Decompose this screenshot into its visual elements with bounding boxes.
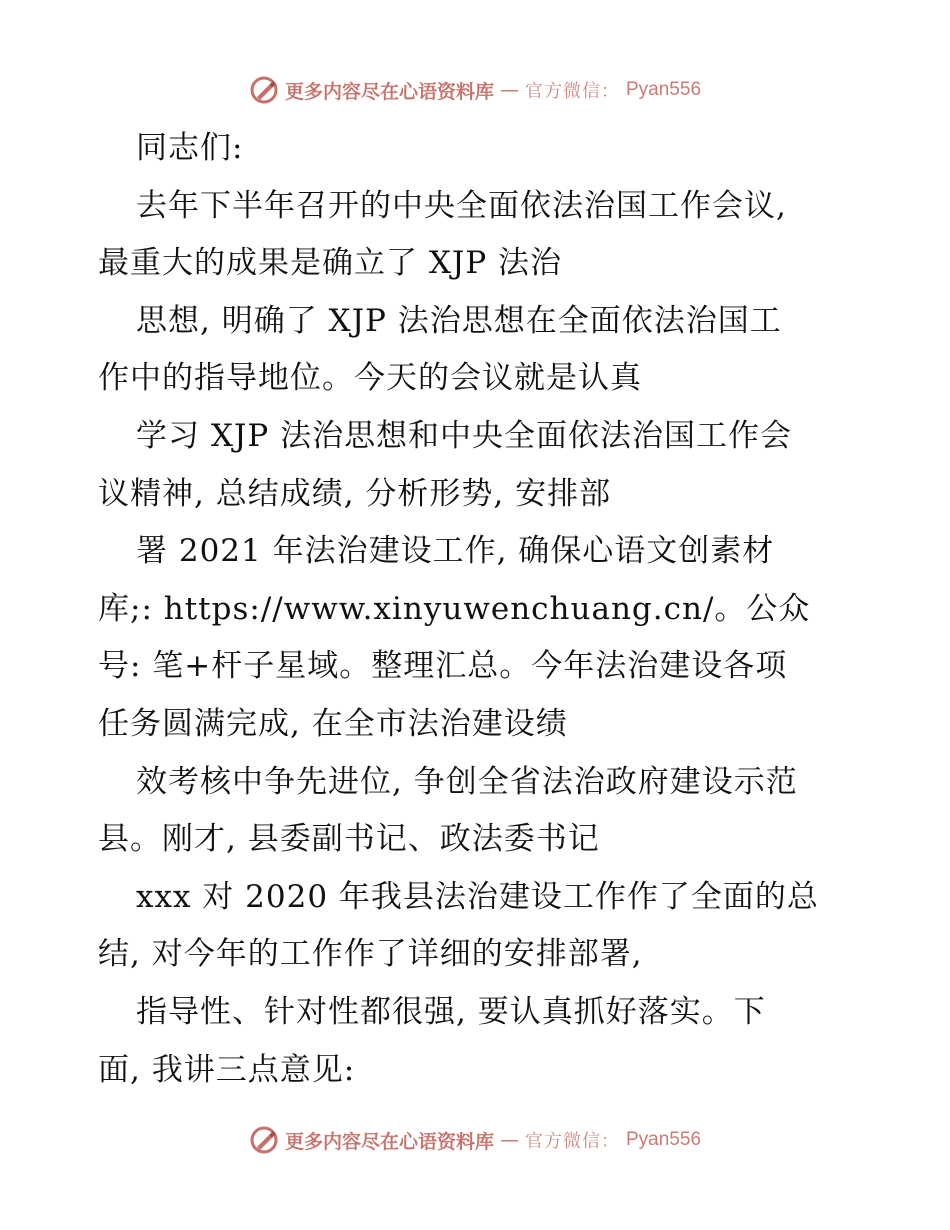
- text-line: 号: 笔+杆子星域。整理汇总。今年法治建设各项: [98, 648, 788, 685]
- text-line: 最重大的成果是确立了 XJP 法治: [98, 245, 563, 282]
- banner-dash: —: [500, 1129, 519, 1151]
- banner-wechat-label: 官方微信：: [525, 1131, 620, 1152]
- pen-logo-icon: [249, 1125, 279, 1155]
- banner-site-text: 更多内容尽在心语资料库: [284, 1130, 494, 1153]
- document-body: [98, 120, 858, 1099]
- text-line: 结, 对今年的工作作了详细的安排部署,: [98, 936, 643, 973]
- text-line: 思想, 明确了 XJP 法治思想在全面依法治国工: [136, 302, 782, 339]
- text-line: 作中的指导地位。今天的会议就是认真: [98, 360, 642, 397]
- pen-logo-icon: [249, 75, 279, 105]
- text-line: xxx 对 2020 年我县法治建设工作作了全面的总: [136, 878, 819, 915]
- banner-wechat-id: Pyan556: [626, 79, 702, 100]
- banner-dash: —: [500, 79, 519, 101]
- text-line: 面, 我讲三点意见:: [98, 1051, 356, 1088]
- text-line: 县。刚才, 县委副书记、政法委书记: [98, 821, 600, 858]
- text-line: 同志们:: [136, 130, 244, 166]
- text-line: 指导性、针对性都很强, 要认真抓好落实。下: [136, 993, 766, 1030]
- footer-banner: [0, 1120, 950, 1160]
- text-line: 任务圆满完成, 在全市法治建设绩: [98, 705, 568, 742]
- text-line: 学习 XJP 法治思想和中央全面依法治国工作会: [136, 417, 793, 454]
- text-line: 议精神, 总结成绩, 分析形势, 安排部: [98, 475, 612, 512]
- banner-wechat-label: 官方微信：: [525, 81, 620, 102]
- banner-site-text: 更多内容尽在心语资料库: [284, 80, 494, 103]
- text-line: 署 2021 年法治建设工作, 确保心语文创素材: [136, 533, 775, 570]
- banner-wechat-id: Pyan556: [626, 1129, 702, 1150]
- text-line: 效考核中争先进位, 争创全省法治政府建设示范: [136, 763, 798, 800]
- text-line: 库;: https://www.xinyuwenchuang.cn/。公众: [98, 590, 811, 627]
- text-line: 去年下半年召开的中央全面依法治国工作会议,: [136, 187, 787, 224]
- header-banner: [0, 70, 950, 110]
